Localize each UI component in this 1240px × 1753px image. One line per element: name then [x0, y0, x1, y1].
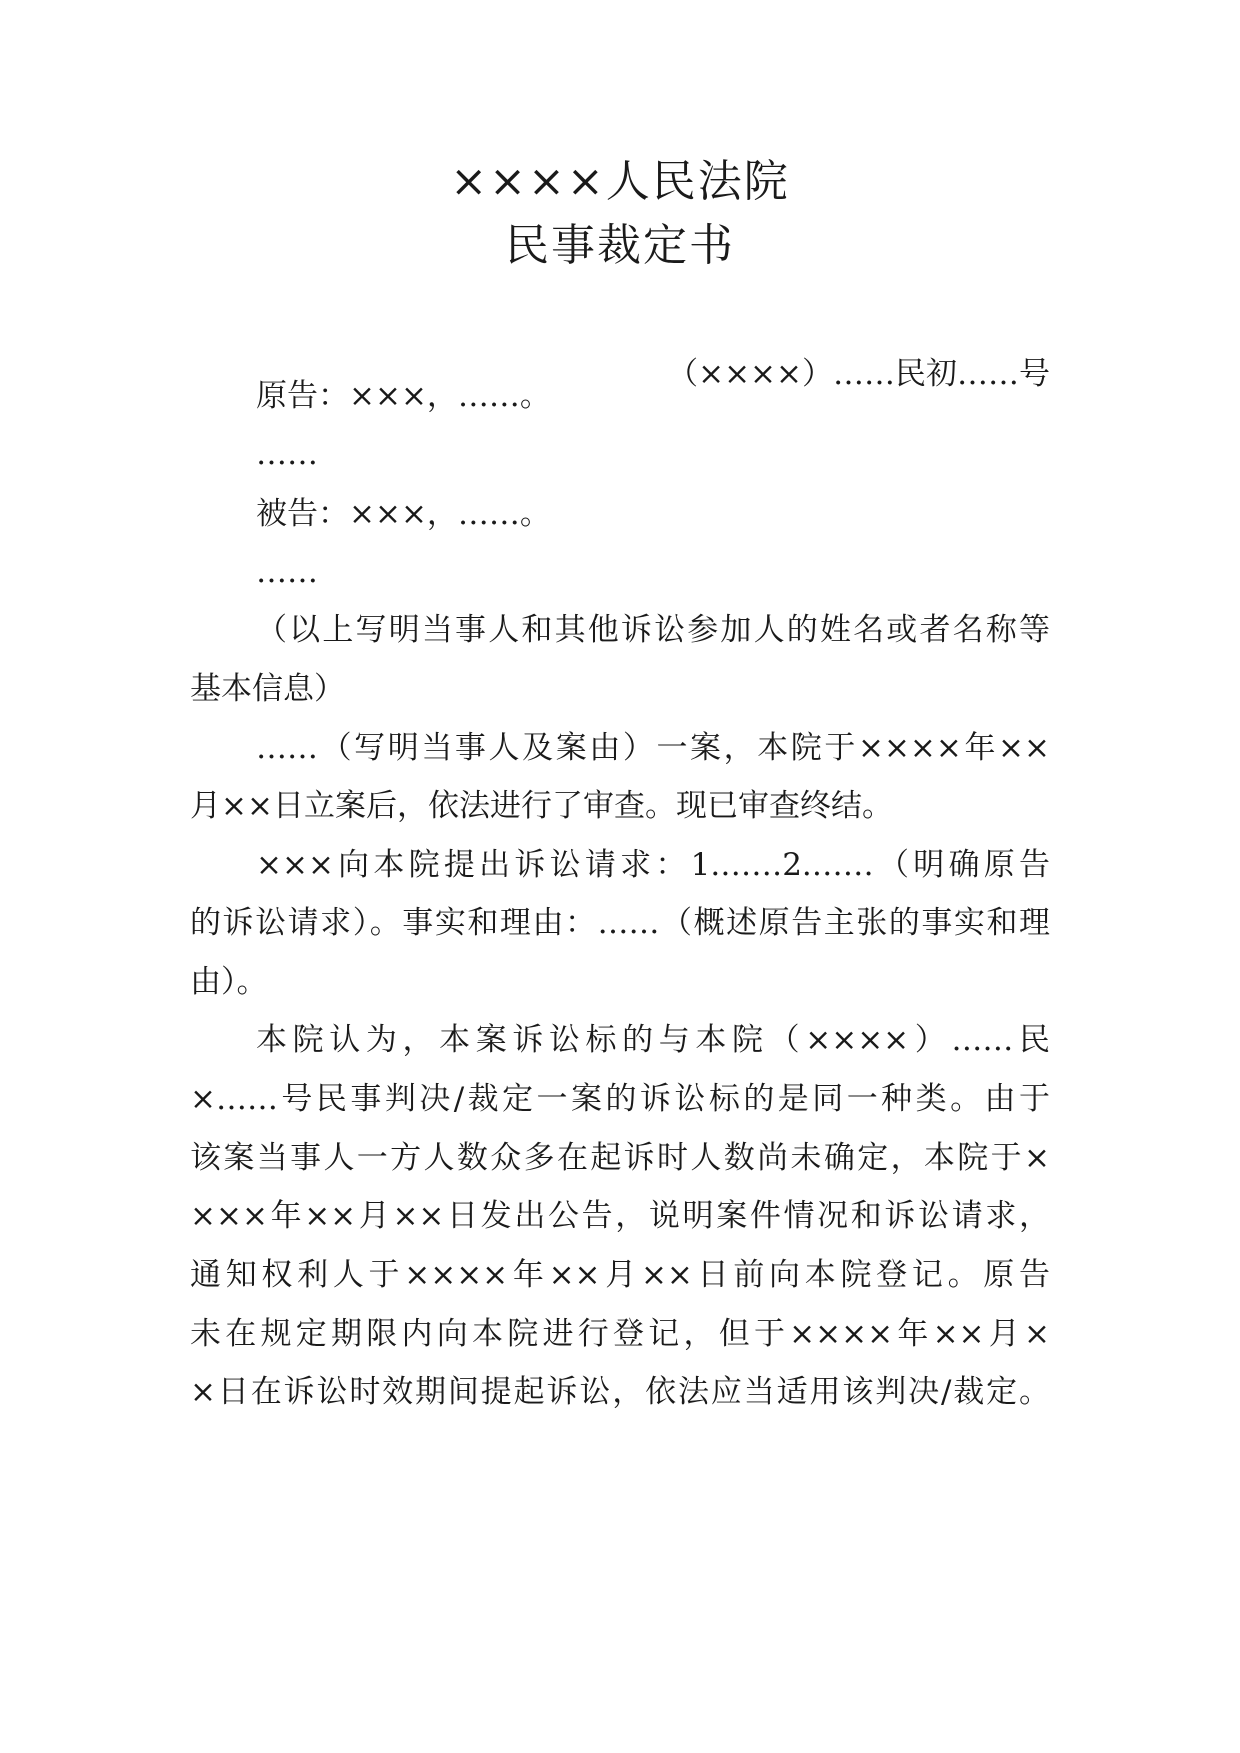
court-opinion-line-5: 通知权利人于××××年××月××日前向本院登记。原告	[190, 1257, 1050, 1293]
case-number: （××××）……民初……号	[667, 356, 1050, 392]
claims-line-3: 由）。	[190, 964, 268, 1000]
plaintiff-line: 原告：×××，……。	[256, 378, 551, 414]
claims-line-1: ×××向本院提出诉讼请求：1.……2.……（明确原告	[256, 847, 1050, 883]
plaintiff-ellipsis: ……	[256, 436, 318, 472]
party-info-note-line-1: （以上写明当事人和其他诉讼参加人的姓名或者名称等	[256, 612, 1050, 648]
court-name-title: ××××人民法院	[450, 156, 790, 207]
court-opinion-line-2: ×……号民事判决/裁定一案的诉讼标的是同一种类。由于	[190, 1081, 1050, 1117]
court-opinion-line-3: 该案当事人一方人数众多在起诉时人数尚未确定，本院于×	[190, 1140, 1050, 1176]
case-filing-line-1: ……（写明当事人及案由）一案，本院于××××年××	[256, 730, 1050, 766]
court-opinion-line-4: ×××年××月××日发出公告，说明案件情况和诉讼请求，	[190, 1198, 1050, 1234]
court-opinion-line-6: 未在规定期限内向本院进行登记，但于××××年××月×	[190, 1316, 1050, 1352]
document-type-title: 民事裁定书	[505, 220, 735, 271]
court-opinion-line-7: ×日在诉讼时效期间提起诉讼，依法应当适用该判决/裁定。	[190, 1374, 1050, 1410]
party-info-note-line-2: 基本信息）	[190, 671, 345, 707]
court-opinion-line-1: 本院认为，本案诉讼标的与本院（××××）……民	[256, 1022, 1050, 1058]
claims-line-2: 的诉讼请求）。事实和理由：……（概述原告主张的事实和理	[190, 905, 1050, 941]
case-filing-line-2: 月××日立案后，依法进行了审查。现已审查终结。	[190, 788, 893, 824]
defendant-ellipsis: ……	[256, 554, 318, 590]
defendant-line: 被告：×××，……。	[256, 496, 551, 532]
